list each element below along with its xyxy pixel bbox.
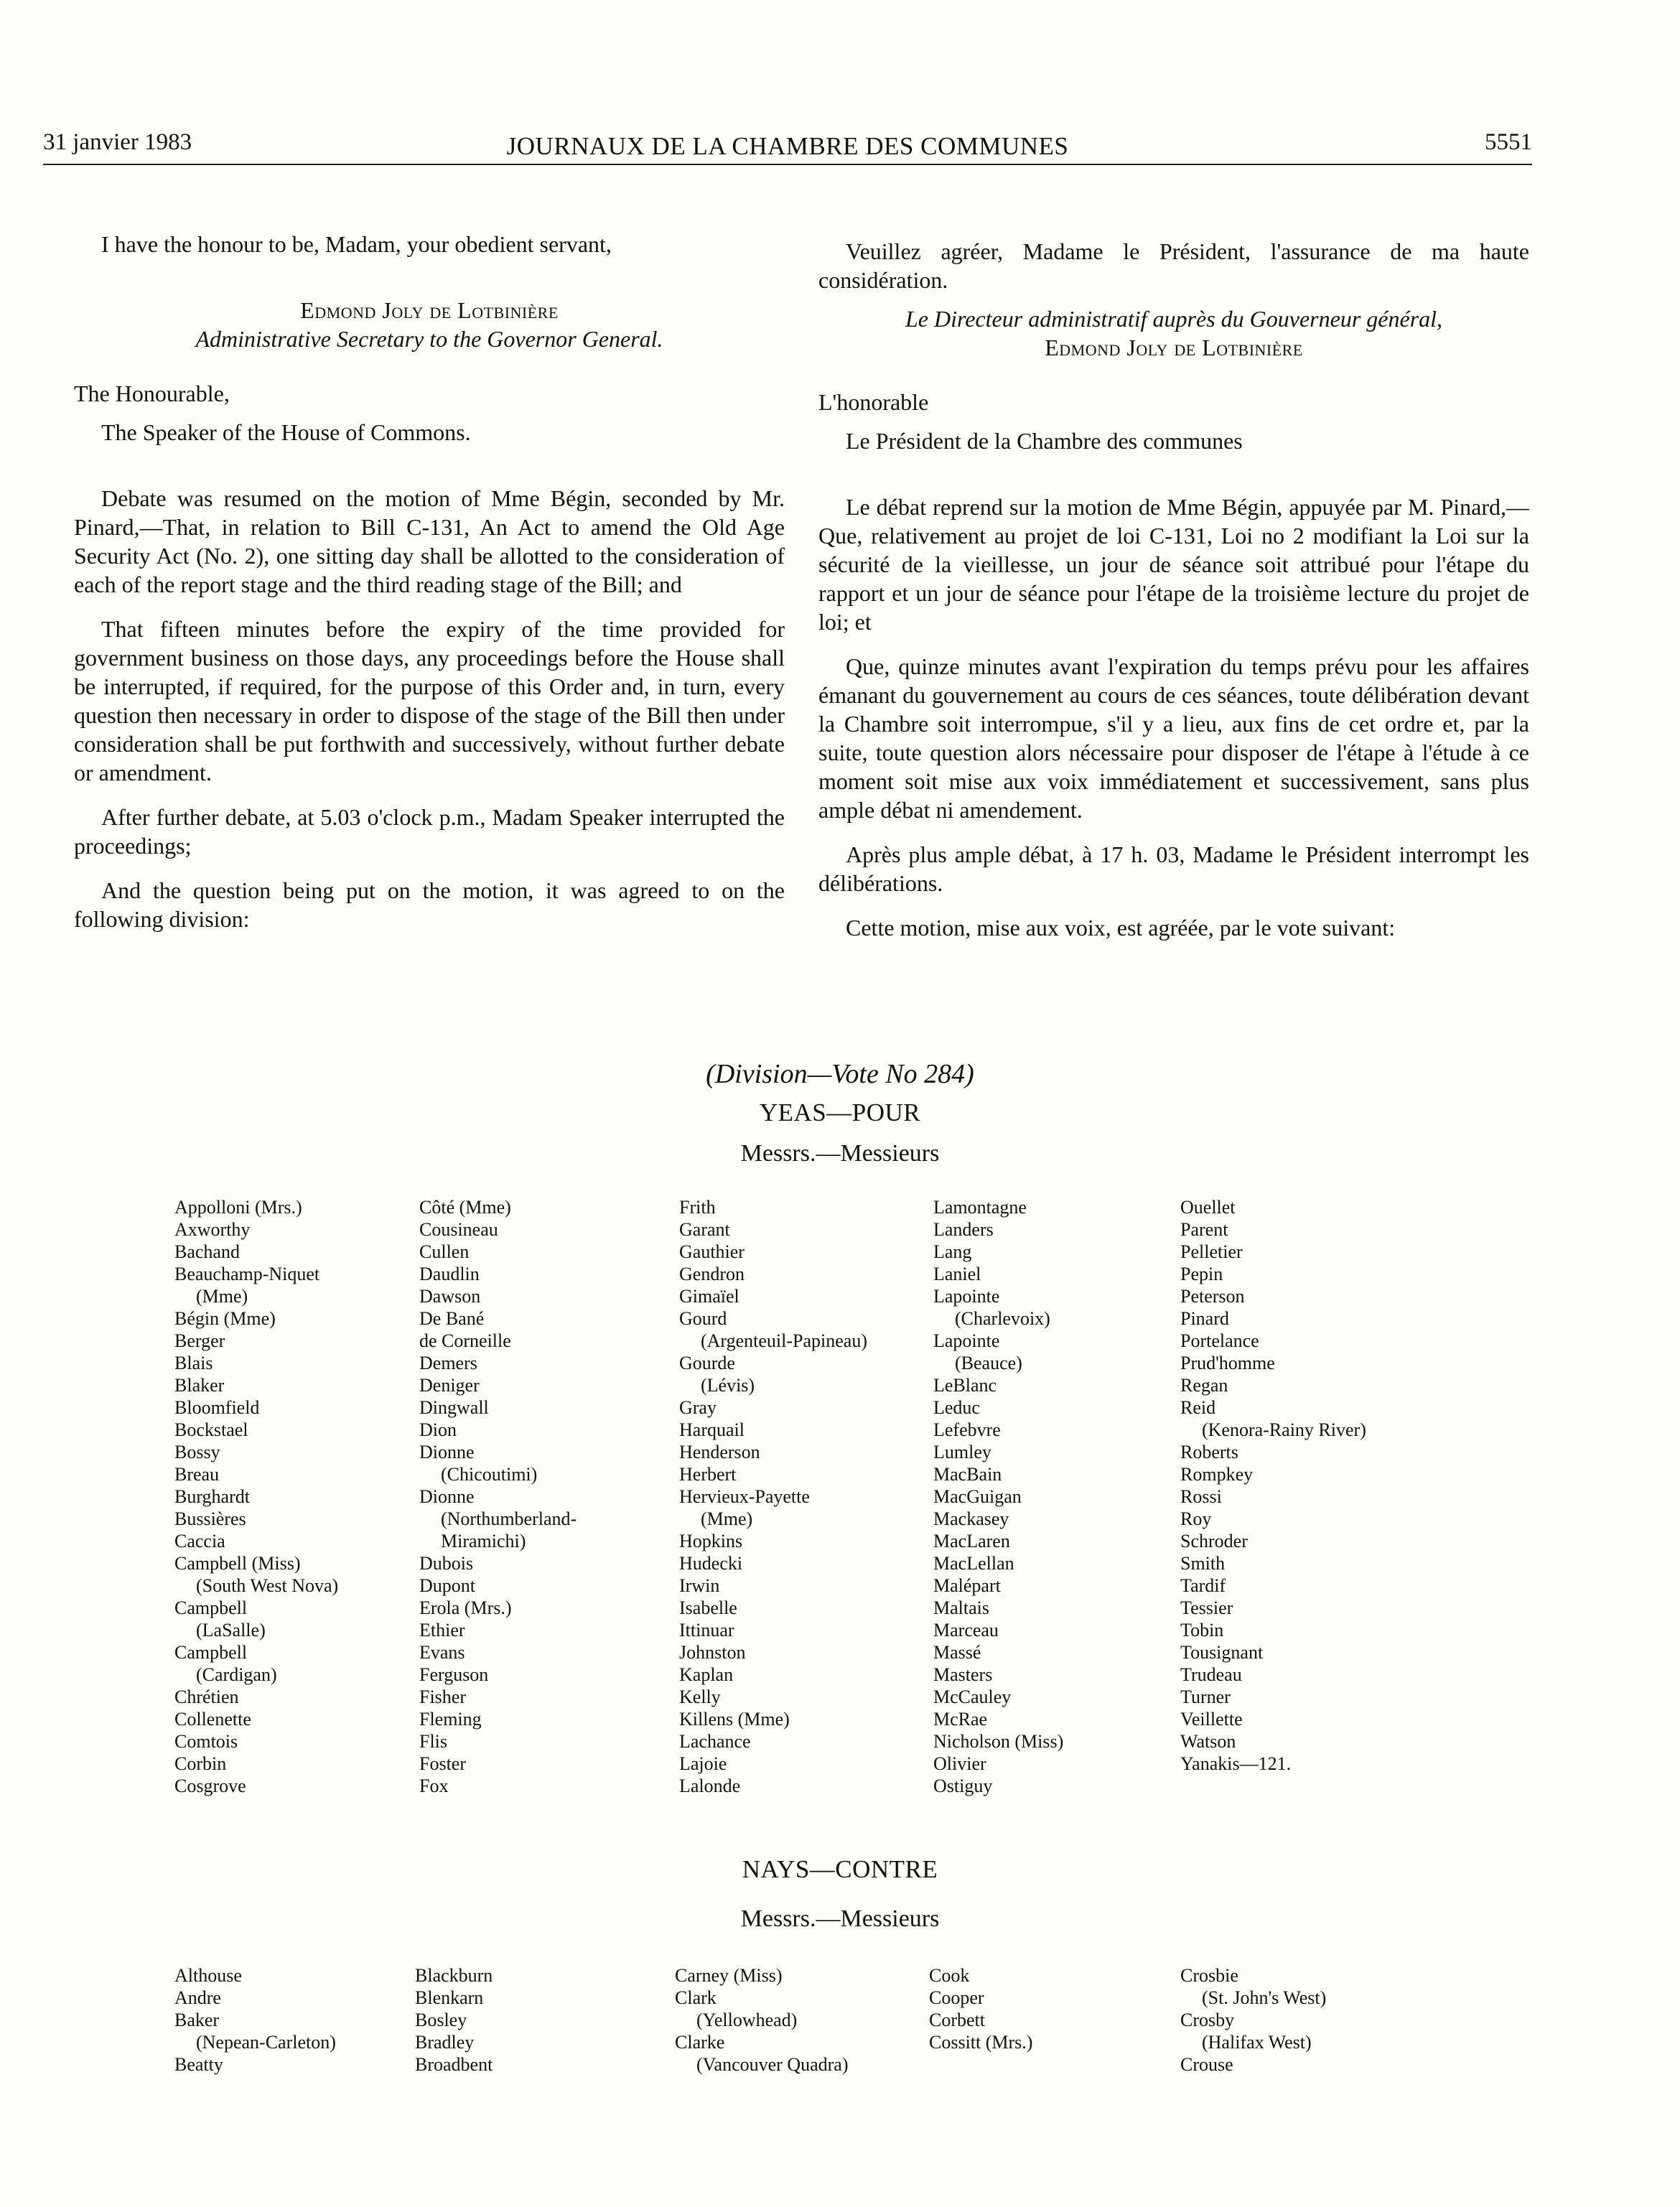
member-name: Pinard bbox=[1180, 1308, 1229, 1329]
page-header bbox=[43, 126, 1532, 165]
member-name: Axworthy bbox=[174, 1219, 251, 1240]
member-name: Roy bbox=[1180, 1508, 1212, 1529]
member-name: Reid bbox=[1180, 1397, 1216, 1418]
nays-column-1 bbox=[174, 1964, 336, 2076]
order-paragraph-fr: Que, quinze minutes avant l'expiration du temps prévu pour les affaires émanant du gouvernement au cours de ces séances, toute délibération devant la Chambre soit interrompue, s'il y a lieu, aux fins de cet ordre et, par la suite, toute question alors nécessaire pour disposer de l'étape à l'étude à ce moment soit mise aux voix immédiatement et successivement, sans plus ample débat ni amendement. bbox=[818, 653, 1529, 823]
question-paragraph: And the question being put on the motion, it was agreed to on the following division: bbox=[74, 877, 785, 932]
member-name: Gourd bbox=[679, 1308, 727, 1329]
member-name: Flis bbox=[419, 1731, 448, 1752]
nays-column-4 bbox=[929, 1964, 1032, 2053]
nays-column-2 bbox=[415, 1964, 493, 2076]
member-name: Bradley bbox=[415, 2032, 475, 2053]
member-name: De Bané bbox=[419, 1308, 485, 1329]
member-name: Blaker bbox=[174, 1375, 225, 1396]
member-name: Hudecki bbox=[679, 1553, 743, 1574]
member-name: Gauthier bbox=[679, 1241, 745, 1262]
addressee-line-1: The Honourable, bbox=[74, 381, 230, 406]
nays-column-5 bbox=[1180, 1964, 1326, 2076]
member-name: Daudlin bbox=[419, 1264, 480, 1284]
yeas-subheading: Messrs.—Messieurs bbox=[740, 1140, 940, 1167]
member-name: Ouellet bbox=[1180, 1197, 1236, 1218]
member-name: Burghardt bbox=[174, 1486, 250, 1507]
member-name: (Mme) bbox=[701, 1508, 753, 1529]
member-name: (Yellowhead) bbox=[696, 2010, 798, 2030]
yeas-column-5 bbox=[1180, 1196, 1366, 1775]
member-name: Clark bbox=[675, 1987, 717, 2008]
nays-subheading: Messrs.—Messieurs bbox=[740, 1905, 940, 1932]
nays-heading: NAYS—CONTRE bbox=[742, 1855, 938, 1883]
member-name: Lachance bbox=[679, 1731, 751, 1752]
motion-paragraph-fr: Le débat reprend sur la motion de Mme Bégin, appuyée par M. Pinard,—Que, relativement au projet de loi C-131, Loi no 2 modifiant la Loi sur la sécurité de la vieillesse, un jour de séance soit attribué pour l'étape du rapport et un jour de séance pour l'étape de la troisième lecture du projet de loi; et bbox=[818, 494, 1529, 635]
header-date: 31 janvier 1983 bbox=[43, 129, 192, 155]
closing-line-fr: Veuillez agréer, Madame le Président, l'assurance de ma haute considération. bbox=[818, 238, 1529, 293]
member-name: Olivier bbox=[933, 1753, 986, 1774]
member-name: Laniel bbox=[933, 1264, 981, 1284]
question-paragraph-fr: Cette motion, mise aux voix, est agréée, par le vote suivant: bbox=[846, 915, 1396, 941]
member-name: Cook bbox=[929, 1965, 970, 1986]
member-name: Beatty bbox=[174, 2054, 223, 2075]
member-name: Appolloni (Mrs.) bbox=[174, 1197, 302, 1218]
member-name: Côté (Mme) bbox=[419, 1197, 511, 1218]
signer-name: Edmond Joly de Lotbinière bbox=[300, 297, 559, 323]
member-name: Cooper bbox=[929, 1987, 984, 2008]
member-name: Trudeau bbox=[1180, 1664, 1242, 1685]
member-name: Dionne bbox=[419, 1442, 475, 1462]
member-name: Veillette bbox=[1180, 1709, 1243, 1730]
member-name: MacBain bbox=[933, 1464, 1002, 1485]
member-name: Smith bbox=[1180, 1553, 1226, 1574]
member-name: Lefebvre bbox=[933, 1419, 1001, 1440]
member-name: MacLaren bbox=[933, 1531, 1010, 1552]
member-name: Crosbie bbox=[1180, 1965, 1238, 1986]
member-name: Massé bbox=[933, 1642, 981, 1663]
member-name: Mackasey bbox=[933, 1508, 1009, 1529]
member-name: Fox bbox=[419, 1776, 449, 1796]
member-name: Maltais bbox=[933, 1597, 989, 1618]
member-name: Harquail bbox=[679, 1419, 745, 1440]
member-name: (Mme) bbox=[196, 1286, 248, 1307]
addressee-line-2-fr: Le Président de la Chambre des communes bbox=[846, 428, 1243, 454]
member-name: (South West Nova) bbox=[196, 1575, 339, 1596]
member-name: Pepin bbox=[1180, 1264, 1223, 1284]
member-name: Andre bbox=[174, 1987, 221, 2008]
member-name: Dionne bbox=[419, 1486, 475, 1507]
member-name: Campbell bbox=[174, 1642, 248, 1663]
yeas-column-2 bbox=[419, 1196, 577, 1797]
member-name: Gourde bbox=[679, 1353, 735, 1373]
member-name: Cosgrove bbox=[174, 1776, 246, 1796]
addressee-line-1-fr: L'honorable bbox=[818, 389, 929, 415]
member-name: Cousineau bbox=[419, 1219, 498, 1240]
member-name: Ittinuar bbox=[679, 1620, 734, 1641]
member-name: Tardif bbox=[1180, 1575, 1226, 1596]
member-name: Fisher bbox=[419, 1686, 466, 1707]
member-name: Landers bbox=[933, 1219, 994, 1240]
member-name: Ethier bbox=[419, 1620, 465, 1641]
member-name: Marceau bbox=[933, 1620, 999, 1641]
yeas-column-1 bbox=[174, 1196, 338, 1797]
member-name: Erola (Mrs.) bbox=[419, 1597, 512, 1618]
member-name: Evans bbox=[419, 1642, 465, 1663]
member-name: Ferguson bbox=[419, 1664, 489, 1685]
member-name: Carney (Miss) bbox=[675, 1965, 783, 1986]
member-name: Kelly bbox=[679, 1686, 721, 1707]
member-name: Portelance bbox=[1180, 1330, 1259, 1351]
member-name: Yanakis—121. bbox=[1180, 1753, 1292, 1774]
member-name: (Chicoutimi) bbox=[441, 1464, 538, 1485]
member-name: Demers bbox=[419, 1353, 477, 1373]
member-name: (St. John's West) bbox=[1202, 1987, 1327, 2008]
member-name: Dawson bbox=[419, 1286, 481, 1307]
member-name: Nicholson (Miss) bbox=[933, 1731, 1064, 1752]
member-name: Crosby bbox=[1180, 2010, 1235, 2030]
member-name: Dubois bbox=[419, 1553, 474, 1574]
member-name: (Lévis) bbox=[701, 1375, 755, 1396]
member-name: Caccia bbox=[174, 1531, 225, 1552]
member-name: Lumley bbox=[933, 1442, 991, 1462]
page-number: 5551 bbox=[1485, 129, 1532, 155]
member-name: Leduc bbox=[933, 1397, 980, 1418]
member-name: Cullen bbox=[419, 1241, 470, 1262]
member-name: Lapointe bbox=[933, 1286, 1000, 1307]
member-name: (Kenora-Rainy River) bbox=[1202, 1419, 1366, 1440]
debate-paragraph-fr: Après plus ample débat, à 17 h. 03, Madame le Président interrompt les délibérations. bbox=[818, 841, 1529, 896]
member-name: Turner bbox=[1180, 1686, 1231, 1707]
member-name: LeBlanc bbox=[933, 1375, 997, 1396]
member-name: Lang bbox=[933, 1241, 972, 1262]
order-paragraph: That fifteen minutes before the expiry of the time provided for government business on those days, any proceedings before the House shall be interrupted, if required, for the purpose of this Order and, in turn, every question then necessary in order to dispose of the stage of the Bill then under consideration shall be put forthwith and successively, without further debate or amendment. bbox=[74, 616, 785, 785]
member-name: Chrétien bbox=[174, 1686, 239, 1707]
addressee-line-2: The Speaker of the House of Commons. bbox=[101, 419, 471, 445]
member-name: Gray bbox=[679, 1397, 717, 1418]
member-name: Cossitt (Mrs.) bbox=[929, 2032, 1033, 2053]
signer-name-fr: Edmond Joly de Lotbinière bbox=[1045, 335, 1303, 360]
member-name: Blackburn bbox=[415, 1965, 493, 1986]
member-name: Hervieux-Payette bbox=[679, 1486, 810, 1507]
member-name: Ostiguy bbox=[933, 1776, 993, 1796]
member-name: Baker bbox=[174, 2010, 220, 2030]
member-name: Fleming bbox=[419, 1709, 482, 1730]
member-name: Schroder bbox=[1180, 1531, 1248, 1552]
signer-title: Administrative Secretary to the Governor General. bbox=[195, 326, 663, 352]
member-name: Bussières bbox=[174, 1508, 246, 1529]
member-name: Garant bbox=[679, 1219, 730, 1240]
member-name: Tousignant bbox=[1180, 1642, 1264, 1663]
member-name: Isabelle bbox=[679, 1597, 737, 1618]
member-name: Lajoie bbox=[679, 1753, 727, 1774]
member-name: Bloomfield bbox=[174, 1397, 260, 1418]
member-name: Bossy bbox=[174, 1442, 220, 1462]
debate-paragraph: After further debate, at 5.03 o'clock p.m., Madam Speaker interrupted the proceedings; bbox=[74, 804, 785, 859]
member-name: Breau bbox=[174, 1464, 220, 1485]
english-column bbox=[74, 230, 785, 933]
member-name: Dion bbox=[419, 1419, 457, 1440]
member-name: (Vancouver Quadra) bbox=[696, 2054, 849, 2075]
member-name: (Cardigan) bbox=[196, 1664, 277, 1685]
signer-title-fr: Le Directeur administratif auprès du Gouverneur général, bbox=[905, 306, 1443, 332]
member-name: (Nepean-Carleton) bbox=[196, 2032, 336, 2053]
member-name: Peterson bbox=[1180, 1286, 1245, 1307]
member-name: Collenette bbox=[174, 1709, 251, 1730]
member-name: (LaSalle) bbox=[196, 1620, 266, 1641]
member-name: Lalonde bbox=[679, 1776, 741, 1796]
member-name: Tessier bbox=[1180, 1597, 1233, 1618]
member-name: Frith bbox=[679, 1197, 716, 1218]
member-name: Campbell bbox=[174, 1597, 248, 1618]
member-name: Lapointe bbox=[933, 1330, 1000, 1351]
member-name: Blais bbox=[174, 1353, 213, 1373]
member-name: Henderson bbox=[679, 1442, 760, 1462]
member-name: (Beauce) bbox=[955, 1353, 1022, 1373]
member-name: Dupont bbox=[419, 1575, 475, 1596]
member-name: Johnston bbox=[679, 1642, 746, 1663]
member-name: (Argenteuil-Papineau) bbox=[701, 1330, 867, 1351]
member-name: Lamontagne bbox=[933, 1197, 1027, 1218]
member-name: Bockstael bbox=[174, 1419, 248, 1440]
member-name: McCauley bbox=[933, 1686, 1012, 1707]
member-name: Miramichi) bbox=[441, 1531, 526, 1552]
member-name: Comtois bbox=[174, 1731, 238, 1752]
member-name: Kaplan bbox=[679, 1664, 734, 1685]
member-name: Corbett bbox=[929, 2010, 985, 2030]
member-name: Berger bbox=[174, 1330, 225, 1351]
member-name: Gendron bbox=[679, 1264, 745, 1284]
member-name: Roberts bbox=[1180, 1442, 1238, 1462]
member-name: de Corneille bbox=[419, 1330, 511, 1351]
member-name: Bosley bbox=[415, 2010, 467, 2030]
member-name: Malépart bbox=[933, 1575, 1001, 1596]
member-name: Masters bbox=[933, 1664, 993, 1685]
member-name: Blenkarn bbox=[415, 1987, 484, 2008]
french-column bbox=[818, 237, 1529, 942]
yeas-column-4 bbox=[933, 1196, 1063, 1797]
motion-paragraph: Debate was resumed on the motion of Mme Bégin, seconded by Mr. Pinard,—That, in relation to Bill C-131, An Act to amend the Old Age Security Act (No. 2), one sitting day shall be allotted to the consideration of each of the report stage and the third reading stage of the Bill; and bbox=[74, 485, 785, 597]
member-name: Beauchamp-Niquet bbox=[174, 1264, 320, 1284]
member-name: Campbell (Miss) bbox=[174, 1553, 301, 1574]
member-name: MacLellan bbox=[933, 1553, 1014, 1574]
header-title: JOURNAUX DE LA CHAMBRE DES COMMUNES bbox=[506, 132, 1069, 160]
member-name: Hopkins bbox=[679, 1531, 743, 1552]
member-name: Broadbent bbox=[415, 2054, 493, 2075]
member-name: Herbert bbox=[679, 1464, 737, 1485]
member-name: Tobin bbox=[1180, 1620, 1224, 1641]
member-name: Killens (Mme) bbox=[679, 1709, 790, 1730]
member-name: Parent bbox=[1180, 1219, 1228, 1240]
member-name: Deniger bbox=[419, 1375, 480, 1396]
division-title: (Division—Vote No 284) bbox=[706, 1059, 974, 1089]
member-name: Bachand bbox=[174, 1241, 240, 1262]
member-name: (Halifax West) bbox=[1202, 2032, 1312, 2053]
member-name: McRae bbox=[933, 1709, 988, 1730]
member-name: Foster bbox=[419, 1753, 466, 1774]
member-name: Rossi bbox=[1180, 1486, 1222, 1507]
member-name: Irwin bbox=[679, 1575, 720, 1596]
member-name: Prud'homme bbox=[1180, 1353, 1275, 1373]
member-name: Dingwall bbox=[419, 1397, 489, 1418]
member-name: Corbin bbox=[174, 1753, 227, 1774]
member-name: Gimaïel bbox=[679, 1286, 739, 1307]
member-name: Pelletier bbox=[1180, 1241, 1243, 1262]
member-name: Crouse bbox=[1180, 2054, 1233, 2075]
yeas-heading: YEAS—POUR bbox=[759, 1098, 921, 1126]
yeas-column-3 bbox=[679, 1196, 867, 1797]
member-name: Rompkey bbox=[1180, 1464, 1254, 1485]
member-name: Watson bbox=[1180, 1731, 1236, 1752]
member-name: (Charlevoix) bbox=[955, 1308, 1050, 1329]
member-name: Althouse bbox=[174, 1965, 242, 1986]
member-name: MacGuigan bbox=[933, 1486, 1022, 1507]
member-name: Clarke bbox=[675, 2032, 725, 2053]
closing-line: I have the honour to be, Madam, your obedient servant, bbox=[101, 231, 612, 257]
member-name: Regan bbox=[1180, 1375, 1228, 1396]
member-name: (Northumberland- bbox=[441, 1508, 577, 1529]
nays-column-3 bbox=[675, 1964, 849, 2076]
member-name: Bégin (Mme) bbox=[174, 1308, 276, 1329]
